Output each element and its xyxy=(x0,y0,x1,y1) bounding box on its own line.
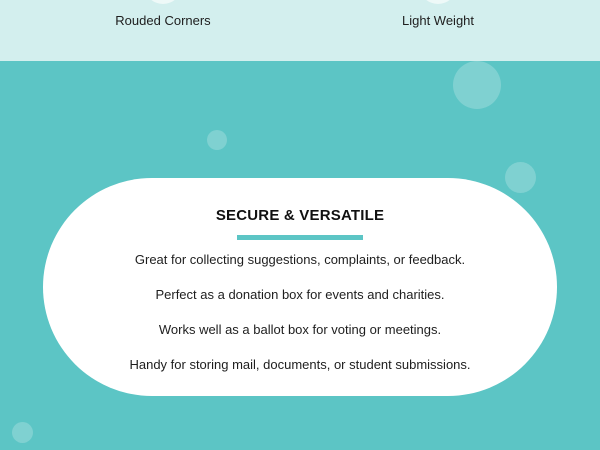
features-strip xyxy=(0,0,600,61)
use-case-line: Great for collecting suggestions, complaints, or feedback. xyxy=(134,252,466,267)
feature-label: Light Weight xyxy=(401,13,475,28)
rounded-corners-icon xyxy=(144,0,182,4)
decorative-bubble xyxy=(453,61,501,109)
light-weight-icon xyxy=(419,0,457,4)
decorative-bubble xyxy=(505,162,536,193)
feature-light-weight xyxy=(338,0,538,61)
use-case-line: Handy for storing mail, documents, or student submissions. xyxy=(129,357,471,372)
use-case-line: Perfect as a donation box for events and charities. xyxy=(155,287,445,302)
decorative-bubble xyxy=(12,422,33,443)
secure-versatile-card xyxy=(43,178,557,396)
feature-rounded-corners xyxy=(63,0,263,61)
decorative-bubble xyxy=(207,130,227,150)
use-case-line: Works well as a ballot box for voting or meetings. xyxy=(158,322,442,337)
title-underline xyxy=(237,235,363,240)
feature-label: Rouded Corners xyxy=(115,13,211,28)
card-title: SECURE & VERSATILE xyxy=(215,207,385,224)
